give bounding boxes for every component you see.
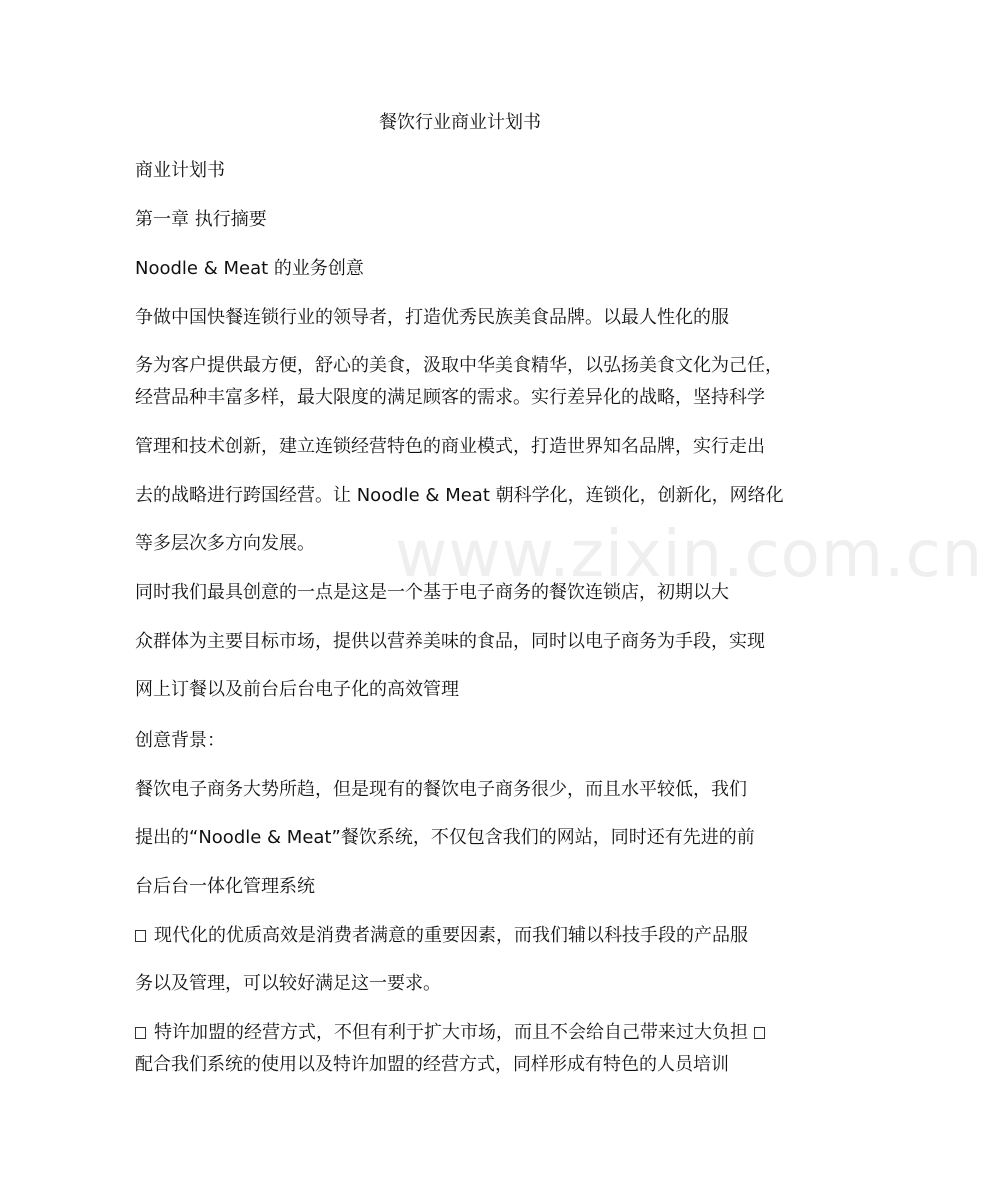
paragraph-line: 务为客户提供最方便，舒心的美食，汲取中华美食精华，以弘扬美食文化为己任， [135,355,783,376]
bullet-line [135,924,748,948]
watermark: www.zixin.com.cn [395,518,983,592]
chapter-heading: 第一章 执行摘要 [135,209,267,230]
paragraph-line: 餐饮电子商务大势所趋，但是现有的餐饮电子商务很少，而且水平较低，我们 [135,779,747,800]
paragraph-line: 网上订餐以及前台后台电子化的高效管理 [135,679,459,700]
paragraph-line: 众群体为主要目标市场，提供以营养美味的食品，同时以电子商务为手段，实现 [135,631,765,652]
bullet-text: 特许加盟的经营方式，不但有利于扩大市场，而且不会给自己带来过大负担 [154,1022,748,1043]
bullet-box-icon [754,1027,765,1039]
bullet-box-icon [135,930,146,942]
document-title: 餐饮行业商业计划书 [379,112,541,133]
bullet-box-icon [135,1027,146,1039]
paragraph-line: 务以及管理，可以较好满足这一要求。 [135,973,441,994]
paragraph-line: 台后台一体化管理系统 [135,876,315,897]
paragraph-line: 经营品种丰富多样，最大限度的满足顾客的需求。实行差异化的战略，坚持科学 [135,387,765,408]
paragraph-line: 去的战略进行跨国经营。让 Noodle & Meat 朝科学化，连锁化，创新化，网络化 [135,485,784,506]
paragraph-line: 管理和技术创新，建立连锁经营特色的商业模式，打造世界知名品牌，实行走出 [135,436,765,457]
paragraph-line: 配合我们系统的使用以及特许加盟的经营方式，同样形成有特色的人员培训 [135,1054,729,1075]
section-label: 创意背景： [135,730,225,751]
paragraph-line: 同时我们最具创意的一点是这是一个基于电子商务的餐饮连锁店，初期以大 [135,582,729,603]
bullet-text: 现代化的优质高效是消费者满意的重要因素，而我们辅以科技手段的产品服 [154,925,748,946]
paragraph-line: 提出的“Noodle & Meat”餐饮系统，不仅包含我们的网站，同时还有先进的前 [135,827,755,848]
section-heading: Noodle & Meat 的业务创意 [135,258,364,279]
bullet-line [135,1021,765,1045]
paragraph-line: 等多层次多方向发展。 [135,533,315,554]
paragraph-line: 争做中国快餐连锁行业的领导者，打造优秀民族美食品牌。以最人性化的服 [135,307,729,328]
subtitle: 商业计划书 [135,160,225,181]
